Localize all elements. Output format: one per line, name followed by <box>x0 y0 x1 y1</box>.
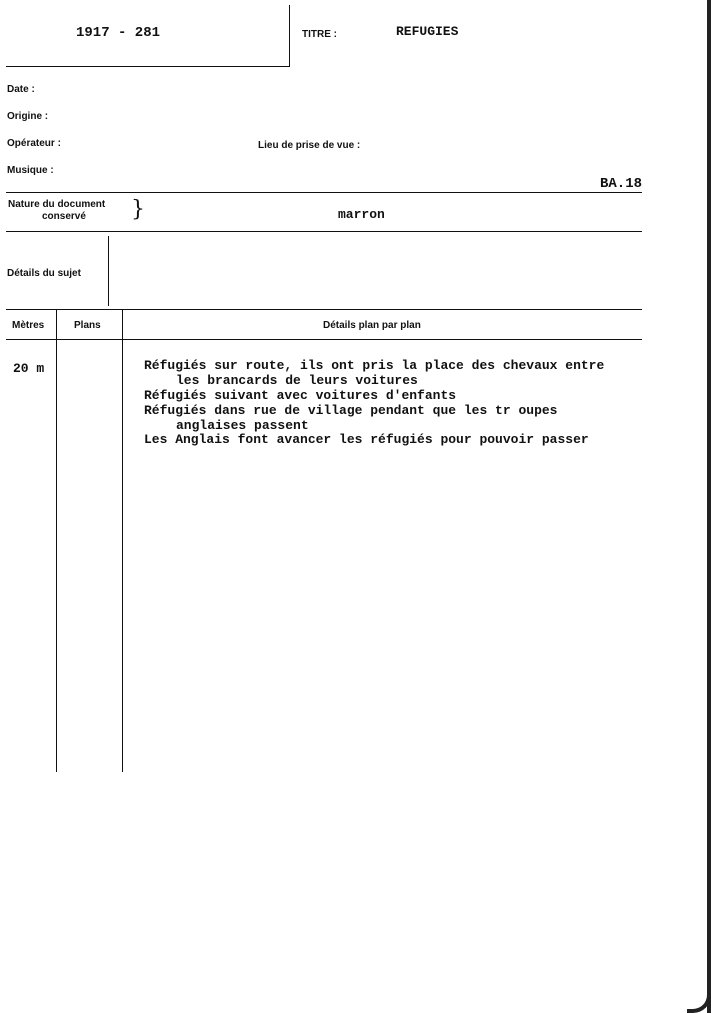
nature-label-line1: Nature du document <box>8 199 106 210</box>
details-sujet-label: Détails du sujet <box>7 268 81 279</box>
rule-nature-top <box>6 192 642 193</box>
musique-label: Musique : <box>7 165 54 176</box>
rule-table-header-bottom <box>6 339 642 340</box>
col-header-metres: Mètres <box>12 320 45 331</box>
nature-label-line2: conservé <box>42 211 86 222</box>
col-divider-metres <box>56 310 57 772</box>
nature-brace: } <box>131 197 145 222</box>
plan-line: Réfugiés dans rue de village pendant que les tr oupes <box>144 403 558 418</box>
plan-line: Les Anglais font avancer les réfugiés pour pouvoir passer <box>144 432 589 447</box>
operateur-label: Opérateur : <box>7 138 61 149</box>
header-underline <box>6 66 290 67</box>
date-label: Date : <box>7 84 35 95</box>
plan-line: anglaises passent <box>176 418 309 433</box>
origine-label: Origine : <box>7 111 49 122</box>
col-header-details: Détails plan par plan <box>323 320 421 331</box>
rule-details-top <box>6 231 642 232</box>
title-value: REFUGIES <box>396 24 459 39</box>
col-header-plans: Plans <box>74 320 101 331</box>
code-label: BA.18 <box>600 176 643 192</box>
details-brace-line <box>108 236 109 306</box>
metres-value: 20 m <box>13 361 45 376</box>
col-divider-plans <box>122 310 123 772</box>
plan-line: Réfugiés sur route, ils ont pris la place des chevaux entre <box>144 358 605 373</box>
title-label: TITRE : <box>302 29 337 40</box>
plan-line: Réfugiés suivant avec voitures d'enfants <box>144 388 457 403</box>
header-divider <box>289 5 290 67</box>
rule-table-top <box>6 309 642 310</box>
lieu-label: Lieu de prise de vue : <box>258 140 361 151</box>
plan-line: les brancards de leurs voitures <box>176 373 418 388</box>
reference-number: 1917 - 281 <box>76 25 161 41</box>
page-edge <box>707 0 711 1013</box>
nature-value: marron <box>338 207 385 222</box>
